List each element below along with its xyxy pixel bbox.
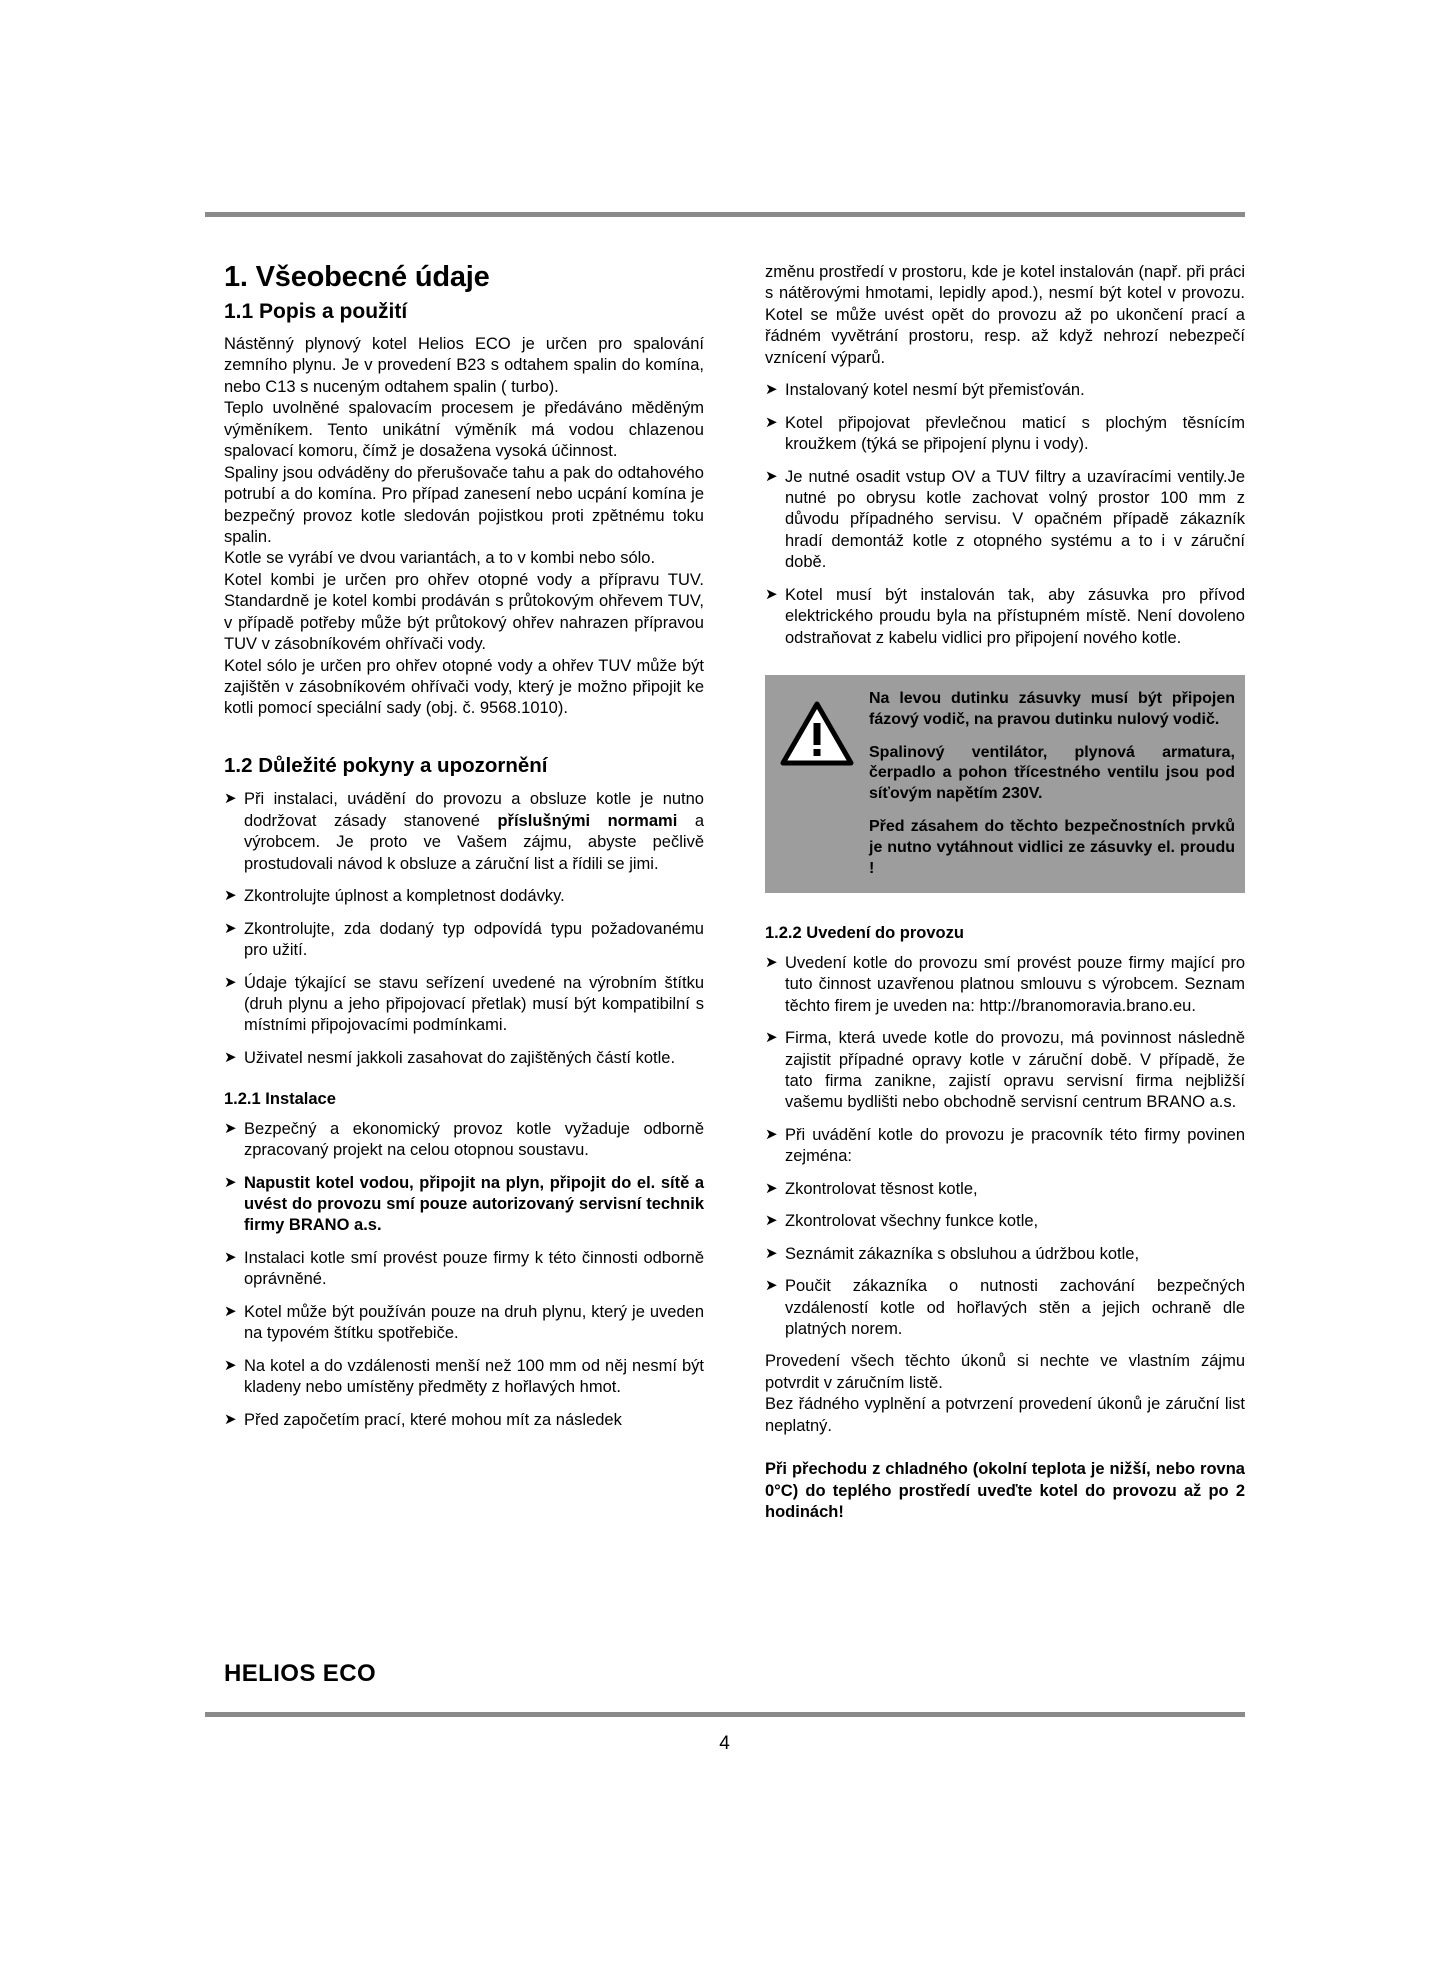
warning-paragraph: Spalinový ventilátor, plynová armatura, čerpadlo a pohon třícestného ventilu jsou pod síťovým napětím 230V. [869,743,1235,803]
arrow-bullet-icon: ➤ [224,1302,237,1320]
list-item-text: Firma, která uvede kotle do provozu, má povinnost následně zajistit případné opravy kotle v záruční době. V případě, že tato firma zanikne, zajistí opravu servisní firma nejbližší vašemu bydlišti nebo obchodně servisní centrum BRANO a.s. [785,1029,1245,1112]
arrow-bullet-icon: ➤ [224,1173,237,1191]
section-heading-1-1: 1.1 Popis a použití [224,299,408,323]
arrow-bullet-icon: ➤ [765,381,778,399]
right-column [765,262,1245,1523]
list-item-text: Uživatel nesmí jakkoli zasahovat do zajištěných částí kotle. [244,1048,676,1067]
bullet-list-1-2-1 [224,1119,704,1431]
list-item-text: Bezpečný a ekonomický provoz kotle vyžaduje odborně zpracovaný projekt na celou otopnou soustavu. [244,1119,704,1160]
list-item [224,1248,704,1291]
list-item-text: Zkontrolujte, zda dodaný typ odpovídá typu požadovanému pro užití. [244,919,704,960]
final-bold-note: Při přechodu z chladného (okolní teplota je nižší, nebo rovna 0°C) do teplého prostředí uveďte kotel do provozu až po 2 hodinách! [765,1460,1245,1521]
brand-footer: HELIOS ECO [224,1660,377,1687]
list-item [765,413,1245,456]
arrow-bullet-icon: ➤ [224,1048,237,1066]
warning-text [869,689,1235,879]
left-column [224,262,704,1442]
list-item-text: Zkontrolujte úplnost a kompletnost dodávky. [244,887,565,906]
list-item-text: Při uvádění kotle do provozu je pracovník této firmy povinen zejména: [785,1125,1245,1166]
arrow-bullet-icon: ➤ [224,1248,237,1266]
arrow-bullet-icon: ➤ [765,1244,778,1262]
list-item-text: Poučit zákazníka o nutnosti zachování bezpečných vzdáleností kotle od hořlavých stěn a jejich ochraně dle platných norem. [785,1277,1245,1338]
list-item [224,886,704,907]
list-item-text: Kotel může být používán pouze na druh plynu, který je uveden na typovém štítku spotřebiče. [244,1302,704,1343]
list-item [765,1125,1245,1168]
list-item-text: Zkontrolovat těsnost kotle, [785,1179,978,1198]
list-item [765,1244,1245,1265]
list-item [224,1410,704,1431]
page-number: 4 [719,1733,730,1754]
footer-rule [205,1712,1245,1717]
list-item [765,953,1245,1017]
warning-paragraph: Před zásahem do těchto bezpečnostních prvků je nutno vytáhnout vidlici ze zásuvky el. proudu ! [869,817,1235,877]
list-item [224,1048,704,1069]
paragraph: Kotle se vyrábí ve dvou variantách, a to v kombi nebo sólo. [224,549,656,568]
arrow-bullet-icon: ➤ [765,1212,778,1230]
arrow-bullet-icon: ➤ [765,1125,778,1143]
list-item-text: Při instalaci, uvádění do provozu a obsluze kotle je nutno dodržovat zásady stanovené příslušnými normami a výrobcem. Je proto ve Vašem zájmu, abyste pečlivě prostudovali návod k obsluze a záruční list a řídili se jimi. [244,790,704,873]
list-item [765,585,1245,649]
paragraph: Nástěnný plynový kotel Helios ECO je určen pro spalování zemního plynu. Je v provedení B23 s odtahem spalin do komína, nebo C13 s nuceným odtahem spalin ( turbo). [224,335,704,396]
list-item [765,1211,1245,1232]
list-item [765,1179,1245,1200]
arrow-bullet-icon: ➤ [224,973,237,991]
arrow-bullet-icon: ➤ [765,953,778,971]
bullet-list-1-2-2 [765,953,1245,1341]
bullet-list-1-2 [224,789,704,1069]
list-item [224,1302,704,1345]
list-item [224,1119,704,1162]
list-item-text: Před započetím prací, které mohou mít za následek [244,1410,622,1429]
list-item [765,1028,1245,1114]
list-item [224,789,704,875]
list-item-text: Kotel připojovat převlečnou maticí s plochým těsnícím kroužkem (týká se připojení plynu i vody). [785,413,1245,454]
list-item-text: Kotel musí být instalován tak, aby zásuvka pro přívod elektrického proudu byla na přístupném místě. Není dovoleno odstraňovat z kabelu vidlici pro připojení nového kotle. [785,585,1245,647]
list-item [765,467,1245,574]
arrow-bullet-icon: ➤ [224,1356,237,1374]
list-item-text: Uvedení kotle do provozu smí provést pouze firmy mající pro tuto činnost uzavřenou platnou smlouvu s výrobcem. Seznam těchto firem je uveden na: http://branomoravia.brano.eu. [785,953,1245,1015]
list-item-text: Údaje týkající se stavu seřízení uvedené na výrobním štítku (druh plynu a jeho připojovací přetlak) musí být kompatibilní s místními připojovacími podmínkami. [244,973,704,1035]
arrow-bullet-icon: ➤ [765,1179,778,1197]
paragraph: Provedení všech těchto úkonů si nechte ve vlastním zájmu potvrdit v záručním listě. [765,1352,1245,1392]
arrow-bullet-icon: ➤ [765,413,778,431]
arrow-bullet-icon: ➤ [224,1119,237,1137]
paragraph: Teplo uvolněné spalovacím procesem je předáváno měděným výměníkem. Tento unikátní výměník má vodou chlazenou spalovací komoru, čímž je dosažena vysoká účinnost. [224,399,704,461]
arrow-bullet-icon: ➤ [765,1277,778,1295]
list-item-text: Instalaci kotle smí provést pouze firmy k této činnosti odborně oprávněné. [244,1248,704,1289]
list-item-text: Zkontrolovat všechny funkce kotle, [785,1212,1039,1231]
list-item [224,973,704,1037]
bullet-list-top-right [765,380,1245,649]
list-item [765,1276,1245,1340]
arrow-bullet-icon: ➤ [765,467,778,485]
list-item [765,380,1245,401]
list-item-text: Napustit kotel vodou, připojit na plyn, připojit do el. sítě a uvést do provozu smí pouze autorizovaný servisní technik firmy BRANO a.s. [244,1173,704,1235]
section-heading-1-2: 1.2 Důležité pokyny a upozornění [224,753,548,777]
arrow-bullet-icon: ➤ [224,919,237,937]
warning-paragraph: Na levou dutinku zásuvky musí být připojen fázový vodič, na pravou dutinku nulový vodič. [869,690,1235,728]
paragraph: Bez řádného vyplnění a potvrzení provedení úkonů je záruční list neplatný. [765,1395,1245,1435]
warning-box [765,675,1245,893]
paragraph: změnu prostředí v prostoru, kde je kotel instalován (např. při práci s nátěrovými hmotami, lepidly apod.), nesmí být kotel v provozu. Kotel se může uvést opět do provozu až po ukončení prací a řádném vyvětrání prostoru, resp. až když nehrozí nebezpečí vznícení výparů. [765,263,1245,367]
section-heading-1-2-1: 1.2.1 Instalace [224,1090,336,1109]
paragraph: Kotel kombi je určen pro ohřev otopné vody a přípravu TUV. Standardně je kotel kombi prodáván s průtokovým ohřevem TUV, v případě potřeby může být průtokový ohřev nahrazen přípravou TUV v zásobníkovém ohřívači vody. [224,570,704,654]
header-rule [205,212,1245,217]
list-item [224,1173,704,1237]
paragraph: Spaliny jsou odváděny do přerušovače tahu a pak do odtahového potrubí a do komína. Pro případ zanesení nebo ucpání komína je bezpečný provoz kotle sledován pojistkou proti zpětnému toku spalin. [224,463,704,546]
list-item [224,1356,704,1399]
arrow-bullet-icon: ➤ [765,585,778,603]
list-item-text: Seznámit zákazníka s obsluhou a údržbou kotle, [785,1244,1140,1263]
section-heading-1-2-2: 1.2.2 Uvedení do provozu [765,924,964,943]
list-item-text: Je nutné osadit vstup OV a TUV filtry a uzavíracími ventily.Je nutné po obrysu kotle zachovat volný prostor 100 mm z důvodu případného servisu. V opačném případě zákazník hradí demontáž kotle z otopného systému a to i v záruční době. [785,467,1245,572]
arrow-bullet-icon: ➤ [224,790,237,808]
list-item-text: Na kotel a do vzdálenosti menší než 100 mm od něj nesmí být kladeny nebo umístěny předměty z hořlavých hmot. [244,1356,704,1397]
list-item [224,919,704,962]
list-item-text: Instalovaný kotel nesmí být přemisťován. [785,381,1085,400]
warning-triangle-icon [775,689,859,879]
paragraph: Kotel sólo je určen pro ohřev otopné vody a ohřev TUV může být zajištěn v zásobníkovém ohřívači vody, který je možno připojit ke kotli pomocí speciální sady (obj. č. 9568.1010). [224,656,704,718]
page-title: 1. Všeobecné údaje [224,261,490,293]
arrow-bullet-icon: ➤ [224,1410,237,1428]
arrow-bullet-icon: ➤ [224,887,237,905]
arrow-bullet-icon: ➤ [765,1029,778,1047]
